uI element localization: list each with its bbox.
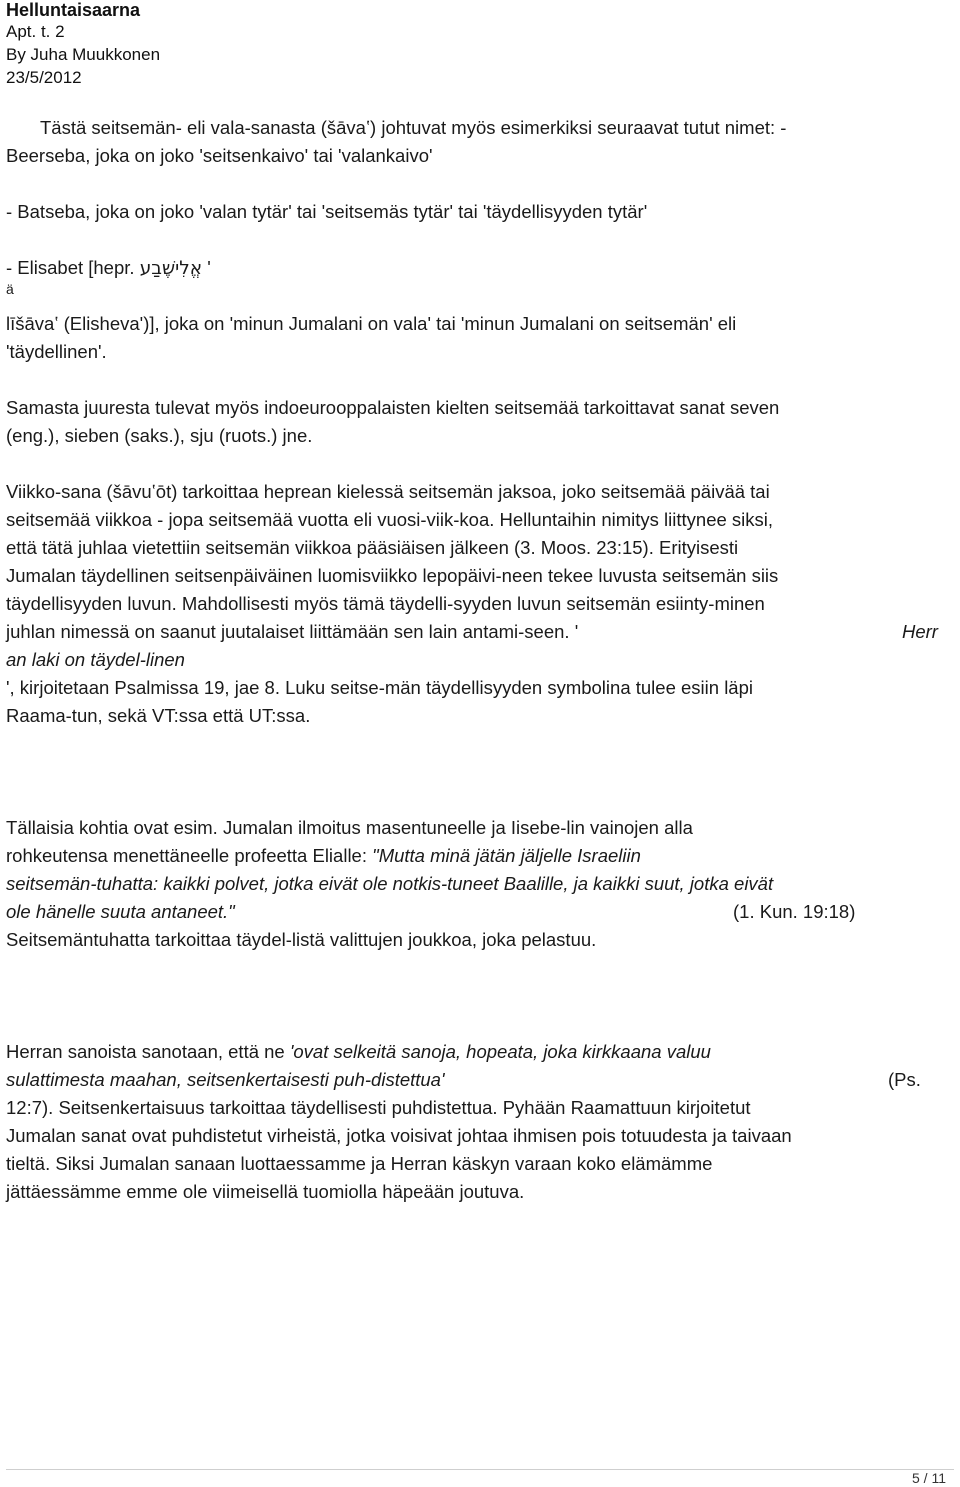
paragraph-line bbox=[6, 254, 211, 283]
paragraph-line: līšāvaʽ (Elisheva')], joka on 'minun Jumalani on vala' tai 'minun Jumalani on seitsemän' eli bbox=[6, 313, 737, 334]
italic-quote: Herr bbox=[902, 621, 938, 642]
page-number: 5 / 11 bbox=[912, 1470, 946, 1486]
bible-reference: (Ps. bbox=[888, 1069, 921, 1090]
paragraph-line: Jumalan sanat ovat puhdistetut virheistä, jotka voisivat johtaa ihmisen pois totuudesta ja taivaan bbox=[6, 1125, 792, 1146]
line-text: Herran sanoista sanotaan, että ne bbox=[6, 1041, 290, 1062]
author-line: By Juha Muukkonen bbox=[6, 45, 161, 64]
paragraph-line: Tällaisia kohtia ovat esim. Jumalan ilmoitus masentuneelle ja Iisebe-lin vainojen alla bbox=[6, 817, 693, 838]
italic-quote: seitsemän-tuhatta: kaikki polvet, jotka eivät ole notkis-tuneet Baalille, ja kaikki suut, jotka eivät bbox=[6, 873, 774, 894]
paragraph-line: Jumalan täydellinen seitsenpäiväinen luomisviikko lepopäivi-neen tekee luvusta seitsemän siis bbox=[6, 565, 779, 586]
paragraph-line: ', kirjoitetaan Psalmissa 19, jae 8. Luku seitse-män täydellisyyden symbolina tulee esiin läpi bbox=[6, 677, 753, 698]
date-line: 23/5/2012 bbox=[6, 68, 82, 87]
italic-quote: sulattimesta maahan, seitsenkertaisesti puh-distettua' bbox=[6, 1069, 445, 1090]
italic-quote: 'ovat selkeitä sanoja, hopeata, joka kirkkaana valuu bbox=[289, 1041, 711, 1062]
paragraph-line: (eng.), sieben (saks.), sju (ruots.) jne. bbox=[6, 425, 313, 446]
italic-quote: ole hänelle suuta antaneet." bbox=[6, 901, 235, 922]
italic-quote: an laki on täydel-linen bbox=[6, 649, 185, 670]
hebrew-word: אֱלִישֶׁבַע bbox=[139, 258, 203, 279]
quote-mark: ' bbox=[207, 257, 211, 278]
small-note: ä bbox=[6, 281, 14, 297]
paragraph-line: seitsemää viikkoa - jopa seitsemää vuotta eli vuosi-viik-koa. Helluntaihin nimitys liittynee siksi, bbox=[6, 509, 774, 530]
paragraph-line: Beerseba, joka on joko 'seitsenkaivo' tai 'valankaivo' bbox=[6, 145, 433, 166]
footer-divider bbox=[6, 1469, 954, 1470]
paragraph-line bbox=[6, 842, 641, 870]
paragraph-line: että tätä juhlaa vietettiin seitsemän viikkoa pääsiäisen jälkeen (3. Moos. 23:15). Erityisesti bbox=[6, 537, 739, 558]
bible-reference: (1. Kun. 19:18) bbox=[733, 901, 856, 922]
paragraph-line: jättäessämme emme ole viimeisellä tuomiolla häpeään joutuva. bbox=[6, 1181, 525, 1202]
paragraph-line: täydellisyyden luvun. Mahdollisesti myös tämä täydelli-syyden luvun seitsemän esiinty-minen bbox=[6, 593, 765, 614]
paragraph-line: Raama-tun, sekä VT:ssa että UT:ssa. bbox=[6, 705, 311, 726]
paragraph-line bbox=[6, 1038, 711, 1066]
paragraph-line: Samasta juuresta tulevat myös indoeurooppalaisten kielten seitsemää tarkoittavat sanat seven bbox=[6, 397, 780, 418]
paragraph-line: Tästä seitsemän- eli vala-sanasta (šāvaʽ) johtuvat myös esimerkiksi seuraavat tutut nimet: - bbox=[40, 117, 787, 138]
line-text: - Elisabet [hepr. bbox=[6, 257, 135, 278]
document-title: Helluntaisaarna bbox=[6, 0, 141, 20]
paragraph-line: 12:7). Seitsenkertaisuus tarkoittaa täydellisesti puhdistettua. Pyhään Raamattuun kirjoitetut bbox=[6, 1097, 751, 1118]
italic-quote: "Mutta minä jätän jäljelle Israeliin bbox=[372, 845, 641, 866]
paragraph-line: tieltä. Siksi Jumalan sanaan luottaessamme ja Herran käskyn varaan koko elämämme bbox=[6, 1153, 713, 1174]
line-text: rohkeutensa menettäneelle profeetta Elialle: bbox=[6, 845, 373, 866]
paragraph-line: juhlan nimessä on saanut juutalaiset liittämään sen lain antami-seen. ' bbox=[6, 621, 579, 642]
paragraph-line: Seitsemäntuhatta tarkoittaa täydel-listä valittujen joukkoa, joka pelastuu. bbox=[6, 929, 597, 950]
paragraph-line: 'täydellinen'. bbox=[6, 341, 107, 362]
paragraph-line: Viikko-sana (šāvuʽōt) tarkoittaa heprean kielessä seitsemän jaksoa, joko seitsemää päivää tai bbox=[6, 481, 770, 502]
paragraph-line: - Batseba, joka on joko 'valan tytär' tai 'seitsemäs tytär' tai 'täydellisyyden tytär' bbox=[6, 201, 648, 222]
document-subtitle: Apt. t. 2 bbox=[6, 22, 65, 41]
